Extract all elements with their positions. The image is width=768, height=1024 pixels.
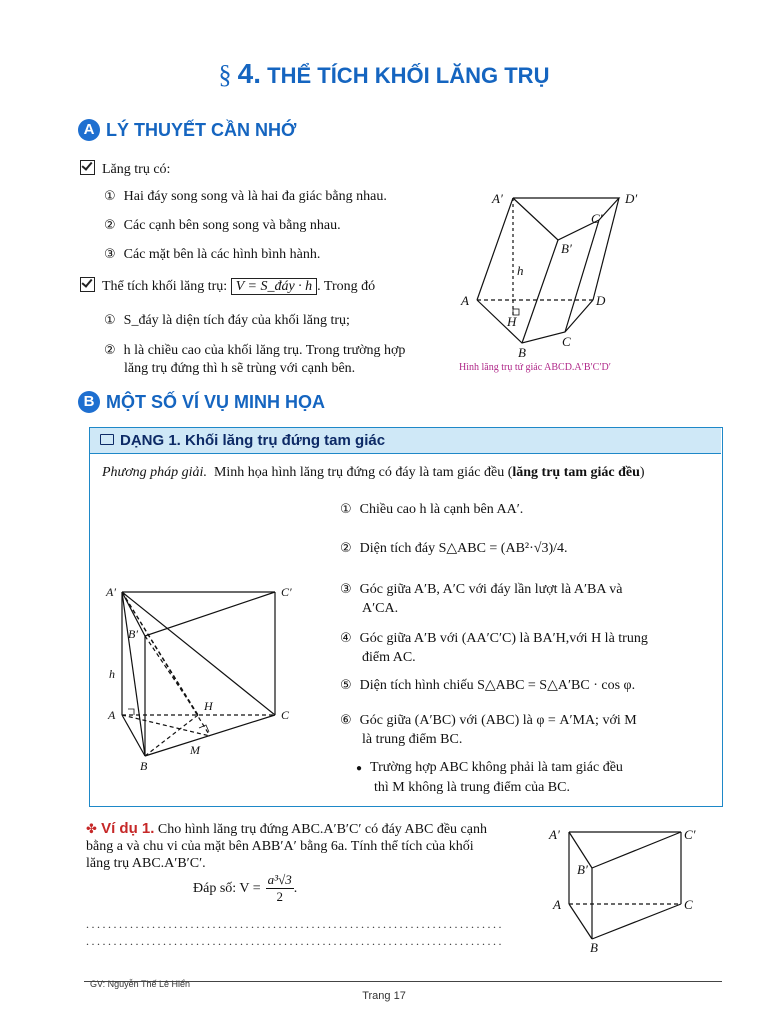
footer-divider <box>84 981 722 982</box>
point-1: ① Chiều cao h là cạnh bên AA′. <box>340 502 524 517</box>
section-a-badge: A <box>78 119 100 141</box>
example-prism-figure <box>545 822 710 957</box>
point-6: ⑥ Góc giữa (A′BC) với (ABC) là φ = A′MA; với M là trung điểm BC. <box>340 713 637 747</box>
theory-note-1: ① S_đáy là diện tích đáy của khối lăng trụ; <box>104 313 350 328</box>
point-4: ④ Góc giữa A′B với (AA′C′C) là BA′H,với H là trung điểm AC. <box>340 631 648 665</box>
label-c: C <box>562 334 571 349</box>
label-b-prime: B′ <box>561 241 572 256</box>
label-m: M <box>190 743 200 757</box>
label-a-prime: A′ <box>492 191 503 206</box>
label-c-prime: C′ <box>281 585 292 599</box>
label-c: C <box>281 708 290 722</box>
label-b-prime: B′ <box>128 627 138 641</box>
theory-item-1: ① Hai đáy song song và là hai đa giác bằng nhau. <box>104 189 387 204</box>
answer-dots-2: ............................................................................ <box>86 934 504 948</box>
label-a: A <box>461 293 469 308</box>
theory-item-3: ③ Các mặt bên là các hình bình hành. <box>104 247 321 262</box>
label-h-foot: H <box>507 314 517 329</box>
page-title: § 4. THỂ TÍCH KHỐI LĂNG TRỤ <box>218 58 550 89</box>
figure-caption: Hình lăng trụ tứ giác ABCD.A′B′C′D′ <box>459 362 611 373</box>
point-5: ⑤ Diện tích hình chiếu S△ABC = S△A′BC · cos φ. <box>340 678 636 693</box>
label-b: B <box>518 345 526 360</box>
label-h: h <box>517 263 524 278</box>
section-b-heading: B MỘT SỐ VÍ VỤ MINH HỌA <box>78 391 325 413</box>
volume-formula-line: Thể tích khối lăng trụ: V = S_đáy · h . Trong đó <box>80 277 375 295</box>
checkbox-icon <box>80 160 95 175</box>
label-h-mid: H <box>204 699 213 713</box>
label-d: D <box>596 293 606 308</box>
example-1: ✤ Ví dụ 1. Cho hình lăng trụ đứng ABC.A′B′C′ có đáy ABC đều cạnh bằng a và chu vi của mặt bên ABB′A′ bằng 6a. Tính thể tích của khối lăng trụ ABC.A′B′C′. <box>86 820 487 871</box>
label-c: C <box>684 897 693 912</box>
prism-abcd-figure <box>455 185 655 360</box>
section-b-badge: B <box>78 391 100 413</box>
checkbox-icon <box>80 277 95 292</box>
volume-formula: V = S_đáy · h <box>231 278 317 295</box>
footer-author: GV: Nguyễn Thế Lê Hiển <box>90 979 191 989</box>
bullet-note: ● Trường hợp ABC không phải là tam giác đều thì M không là trung điểm của BC. <box>356 760 623 795</box>
theory-item-2: ② Các cạnh bên song song và bằng nhau. <box>104 218 341 233</box>
label-c-prime: C′ <box>591 211 603 226</box>
label-h: h <box>109 667 115 681</box>
dang1-heading: DẠNG 1. Khối lăng trụ đứng tam giác <box>90 428 721 454</box>
label-a: A <box>553 897 561 912</box>
label-b: B <box>140 759 148 773</box>
page-number: Trang 17 <box>362 990 406 1002</box>
method-line: Phương pháp giải. Minh họa hình lăng trụ đứng có đáy là tam giác đều (lăng trụ tam giác đều) <box>102 465 645 480</box>
theory-intro: Lăng trụ có: <box>80 160 170 178</box>
point-3: ③ Góc giữa A′B, A′C với đáy lần lượt là A′BA và A′CA. <box>340 582 623 616</box>
answer-dots-1: ............................................................................ <box>86 917 504 931</box>
section-a-heading: A LÝ THUYẾT CẦN NHỚ <box>78 119 296 141</box>
point-2: ② Diện tích đáy S△ABC = (AB²·√3)/4. <box>340 541 568 556</box>
label-d-prime: D′ <box>625 191 638 206</box>
label-a-prime: A′ <box>549 827 560 842</box>
label-b-prime: B′ <box>577 862 588 877</box>
example-answer: Đáp số: V = $\frac{\text{a³√3}}{2}$ . <box>193 872 298 904</box>
label-c-prime: C′ <box>684 827 696 842</box>
label-a: A <box>108 708 116 722</box>
theory-note-2: ② h là chiều cao của khối lăng trụ. Trong trường hợp lăng trụ đứng thì h sẽ trùng với cạnh bên. <box>104 343 406 376</box>
example-label: ✤ Ví dụ 1. <box>86 820 155 837</box>
triangular-prism-figure <box>100 578 310 773</box>
label-b: B <box>590 940 598 955</box>
label-a-prime: A′ <box>106 585 116 599</box>
folder-icon <box>100 434 114 445</box>
